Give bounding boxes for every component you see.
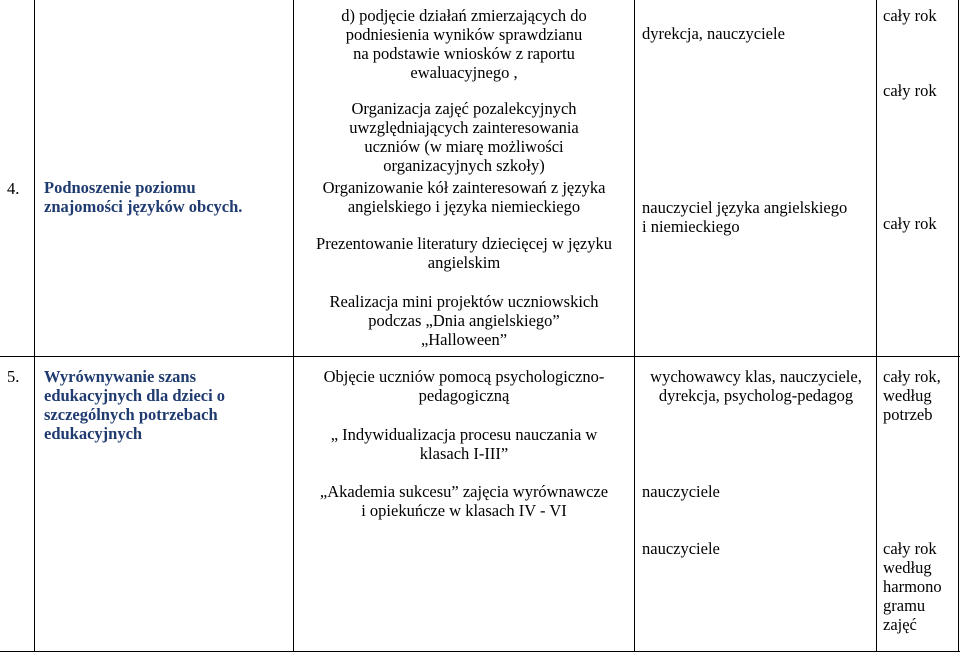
- row4-number: 4.: [7, 179, 20, 198]
- row-divider: [0, 356, 960, 357]
- time-line: zajęć: [883, 615, 917, 634]
- row4-responsible-directors: dyrekcja, nauczyciele: [642, 24, 785, 43]
- responsible-line: nauczyciel języka angielskiego: [642, 198, 848, 217]
- time-line: harmono: [883, 577, 942, 596]
- responsible-line: wychowawcy klas, nauczyciele,: [650, 367, 862, 386]
- task-line: d) podjęcie działań zmierzających do: [341, 6, 587, 25]
- row5-title-line: edukacyjnych dla dzieci o: [44, 386, 226, 405]
- row5-title-line: szczególnych potrzebach: [44, 405, 218, 424]
- row4-task-clubs: [296, 178, 632, 216]
- time-line: cały rok,: [883, 367, 941, 386]
- task-line: pedagogiczną: [418, 386, 510, 405]
- row4-title-line: znajomości języków obcych.: [44, 197, 243, 216]
- task-line: Objęcie uczniów pomocą psychologiczno-: [323, 367, 605, 386]
- time-line: cały rok: [883, 539, 937, 558]
- column-divider-title: [293, 0, 294, 652]
- row4-title-line: Podnoszenie poziomu: [44, 178, 196, 197]
- row4-task-projects: [296, 292, 632, 349]
- row5-title: [44, 367, 225, 443]
- row5-time-2: [883, 539, 942, 634]
- time-line: według: [883, 386, 932, 405]
- row4-task-d: [296, 6, 632, 82]
- task-line: podczas „Dnia angielskiego”: [368, 311, 560, 330]
- task-line: i opiekuńcze w klasach IV - VI: [361, 501, 567, 520]
- row5-title-line: Wyrównywanie szans: [44, 367, 197, 386]
- task-line: „Halloween”: [420, 330, 508, 349]
- time-line: według: [883, 558, 932, 577]
- table-bottom-border: [0, 651, 960, 652]
- task-line: podniesienia wyników sprawdzianu: [345, 25, 583, 44]
- row4-title: [44, 178, 242, 216]
- column-divider-task: [634, 0, 635, 652]
- task-line: Realizacja mini projektów uczniowskich: [329, 292, 599, 311]
- task-line: angielskim: [427, 253, 501, 272]
- row4-time-1: cały rok: [883, 6, 937, 25]
- task-line: „ Indywidualizacja procesu nauczania w: [330, 425, 598, 444]
- task-line: organizacyjnych szkoły): [383, 156, 545, 175]
- row5-time-1: [883, 367, 941, 424]
- row4-task-literature: [296, 234, 632, 272]
- task-line: Prezentowanie literatury dziecięcej w języku: [316, 234, 612, 253]
- row4-responsible-language-teacher: [642, 198, 847, 236]
- task-line: ewaluacyjnego ,: [410, 63, 518, 82]
- row5-task-support: [296, 367, 632, 405]
- column-divider-responsible: [876, 0, 877, 652]
- time-line: gramu: [883, 596, 926, 615]
- task-line: klasach I-III”: [419, 444, 509, 463]
- task-line: uwzględniających zainteresowania: [349, 118, 579, 137]
- responsible-line: i niemieckiego: [642, 217, 740, 236]
- task-line: Organizacja zajęć pozalekcyjnych: [351, 99, 577, 118]
- time-line: potrzeb: [883, 405, 933, 424]
- row5-responsible-support: [636, 367, 876, 405]
- task-line: angielskiego i języka niemieckiego: [347, 197, 581, 216]
- task-line: na podstawie wniosków z raportu: [353, 44, 575, 63]
- row5-responsible-last: nauczyciele: [642, 539, 720, 558]
- row5-task-academy: [296, 482, 632, 520]
- responsible-line: dyrekcja, psycholog-pedagog: [658, 386, 854, 405]
- row5-title-line: edukacyjnych: [44, 424, 143, 443]
- row4-time-3: cały rok: [883, 214, 937, 233]
- column-divider-number: [34, 0, 35, 652]
- row5-task-individualization: [296, 425, 632, 463]
- table-right-border: [958, 0, 959, 652]
- task-line: uczniów (w miarę możliwości: [364, 137, 564, 156]
- task-line: Organizowanie kół zainteresowań z języka: [322, 178, 606, 197]
- row4-time-2: cały rok: [883, 81, 937, 100]
- row5-number: 5.: [7, 367, 20, 386]
- task-line: „Akademia sukcesu” zajęcia wyrównawcze: [319, 482, 609, 501]
- row4-task-extracurricular: [296, 99, 632, 175]
- row5-responsible-academy: nauczyciele: [642, 482, 720, 501]
